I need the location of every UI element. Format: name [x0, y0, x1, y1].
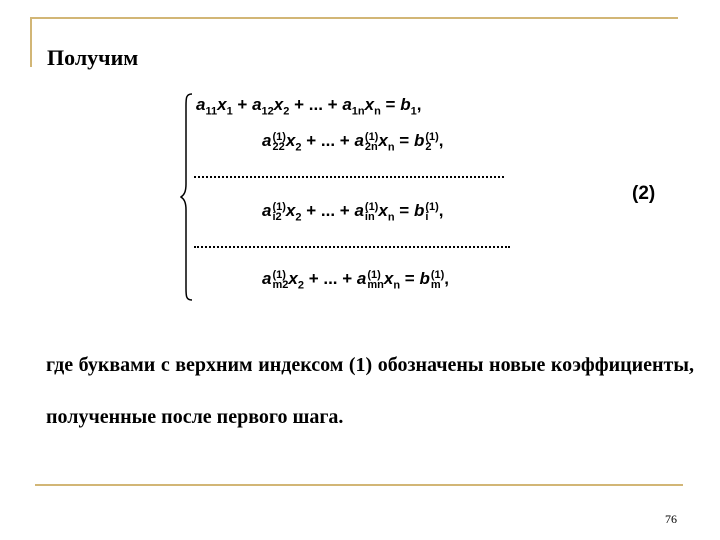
heading-text: Получим — [47, 45, 139, 70]
left-rule — [30, 17, 32, 67]
equation-row-4: a (1) m2 $x_2$ + ... + a (1) mn $x_n = b$ (1) m , — [262, 269, 450, 292]
equation-row-2: a (1) 22 $x_2$ + ... + a (1) 2n $x_n = b$ (1) 2 , — [262, 131, 444, 154]
explanation-paragraph: где буквами с верхним индексом (1) обозначены новые коэффициенты, полученные после первого шага. — [46, 354, 694, 428]
left-brace-icon — [180, 92, 194, 302]
equation-row-3: a (1) i2 $x_2$ + ... + a (1) in $x_n = b$ (1) i , — [262, 201, 444, 224]
bottom-rule — [35, 484, 683, 486]
dotted-separator — [194, 176, 504, 178]
top-rule — [30, 17, 678, 19]
page-number: 76 — [665, 512, 677, 526]
equation-system — [180, 92, 680, 302]
equation-number: (2) — [632, 183, 656, 204]
equation-row-1: $a_{11}x_1 + a_{12}x_2$ + ... + $a_{1n}x_n = b_1$, — [196, 95, 422, 118]
dotted-separator — [194, 246, 510, 248]
